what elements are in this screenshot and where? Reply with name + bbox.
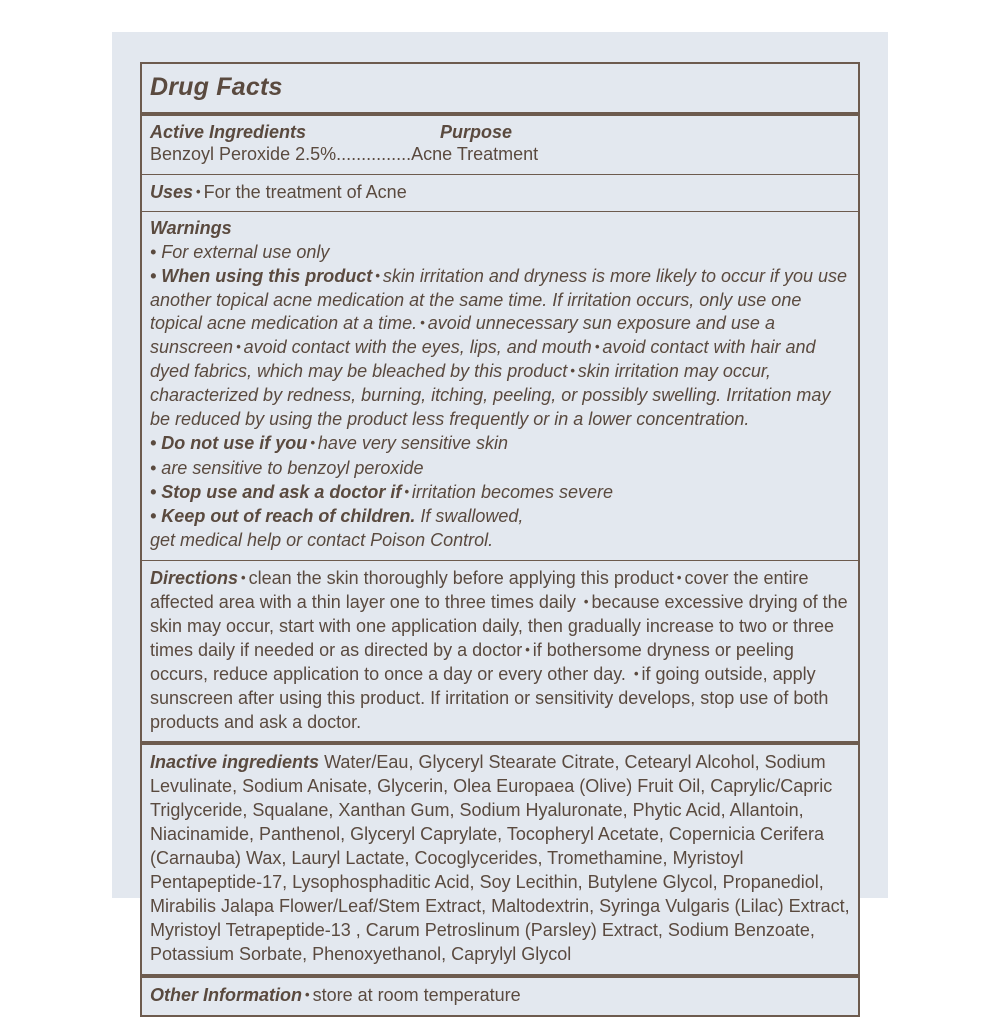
drug-facts-title: Drug Facts: [150, 73, 283, 101]
warnings-when-using-paragraph: [150, 265, 850, 433]
active-ingredients-header-row: [150, 122, 850, 143]
bullet-icon: •: [583, 593, 589, 609]
uses-text: For the treatment of Acne: [203, 181, 407, 202]
directions-text-2: cover the entire affected area with a thin layer one to three times daily: [150, 567, 809, 612]
warnings-stop-use-line: [150, 481, 850, 505]
inactive-ingredients-section: [142, 741, 858, 973]
bullet-icon: •: [305, 986, 310, 1002]
when-using-text-2: avoid unnecessary sun exposure and use a sunscreen: [150, 313, 775, 358]
drug-facts-panel: [140, 62, 860, 1017]
other-information-heading: Other Information: [150, 984, 302, 1005]
warnings-heading: Warnings: [150, 218, 232, 239]
warnings-do-not-use-line: [150, 432, 850, 456]
other-information-text: store at room temperature: [312, 984, 521, 1005]
active-ingredients-heading: Active Ingredients: [150, 122, 307, 142]
warnings-section: [142, 211, 858, 560]
bullet-icon: •: [375, 267, 380, 283]
warnings-keep-out-line-2: get medical help or contact Poison Control.: [150, 530, 494, 551]
directions-heading: Directions: [150, 567, 239, 588]
directions-text-3: because excessive drying of the skin may occur, start with one application daily, then gradually increase to two or three times daily if needed or as directed by a doctor: [150, 591, 848, 660]
bullet-icon: •: [525, 641, 530, 657]
bullet-icon: •: [570, 363, 575, 379]
inactive-ingredients-text: Water/Eau, Glyceryl Stearate Citrate, Cetearyl Alcohol, Sodium Levulinate, Sodium Anisate, Glycerin, Olea Europaea (Olive) Fruit Oil, Caprylic/Capric Triglyceride, Squalane, Xanthan Gum, Sodium Hyaluronate, Phytic Acid, Allantoin, Niacinamide, Panthenol, Glyceryl Caprylate, Tocopheryl Acetate, Copernicia Cerifera (Carnauba) Wax, Lauryl Lactate, Cocoglycerides, Tromethamine, Myristoyl Pentapeptide-17, Lysophosphaditic Acid, Soy Lecithin, Butylene Glycol, Propanediol, Mirabilis Jalapa Flower/Leaf/Stem Extract, Maltodextrin, Syringa Vulgaris (Lilac) Extract, Myristoyl Tetrapeptide-13 , Carum Petroslinum (Parsley) Extract, Sodium Benzoate, Potassium Sorbate, Phenoxyethanol, Caprylyl Glycol: [150, 752, 850, 964]
keep-out-text: If swallowed,: [420, 505, 524, 526]
inactive-ingredients-heading: Inactive ingredients: [150, 752, 320, 773]
when-using-text-4: avoid contact with hair and dyed fabrics, which may be bleached by this product: [150, 337, 816, 382]
bullet-icon: •: [633, 665, 639, 681]
other-information-line: [150, 984, 850, 1008]
warnings-keep-out-line: [150, 505, 850, 529]
when-using-text-1: skin irritation and dryness is more likely to occur if you use another topical acne medication at the same time. If irritation occurs, only use one topical acne medication at a time.: [150, 265, 848, 334]
bullet-icon: •: [236, 339, 241, 355]
stop-use-text: irritation becomes severe: [411, 481, 614, 502]
do-not-use-text: have very sensitive skin: [317, 433, 508, 454]
directions-text-1: clean the skin thoroughly before applying this product: [248, 567, 674, 588]
keep-out-heading: • Keep out of reach of children.: [150, 505, 416, 526]
bullet-icon: •: [420, 315, 425, 331]
active-ingredient-line: Benzoyl Peroxide 2.5%...............Acne Treatment: [150, 144, 539, 164]
bullet-icon: •: [404, 483, 409, 499]
other-information-section: [142, 974, 858, 1015]
directions-paragraph: [150, 567, 850, 735]
warnings-do-not-use-line-2: • are sensitive to benzoyl peroxide: [150, 458, 424, 479]
warnings-external-use-line: • For external use only: [150, 242, 330, 263]
bullet-icon: •: [196, 183, 201, 199]
directions-section: [142, 560, 858, 742]
uses-section: [142, 174, 858, 211]
active-ingredients-section: [142, 112, 858, 174]
when-using-text-5: skin irritation may occur, characterized by redness, burning, itching, peeling, or possibly swelling. Irritation may be reduced by using the product less frequently or in a lower concentration.: [150, 361, 831, 430]
bullet-icon: •: [594, 339, 600, 355]
bullet-icon: •: [676, 569, 682, 585]
do-not-use-heading: • Do not use if you: [150, 433, 308, 454]
directions-text-5: if going outside, apply sunscreen after using this product. If irritation or sensitivity develops, stop use of both products and ask a doctor.: [150, 663, 829, 732]
directions-text-4: if bothersome dryness or peeling occurs, reduce application to once a day or every other day.: [150, 639, 794, 684]
bullet-icon: •: [310, 435, 315, 451]
purpose-heading: Purpose: [440, 122, 513, 142]
bullet-icon: •: [241, 569, 246, 585]
uses-line: [150, 181, 850, 204]
when-using-heading: • When using this product: [150, 265, 373, 286]
inactive-ingredients-paragraph: [150, 751, 850, 966]
uses-heading: Uses: [150, 181, 194, 202]
stop-use-heading: • Stop use and ask a doctor if: [150, 481, 402, 502]
when-using-text-3: avoid contact with the eyes, lips, and mouth: [243, 337, 592, 358]
